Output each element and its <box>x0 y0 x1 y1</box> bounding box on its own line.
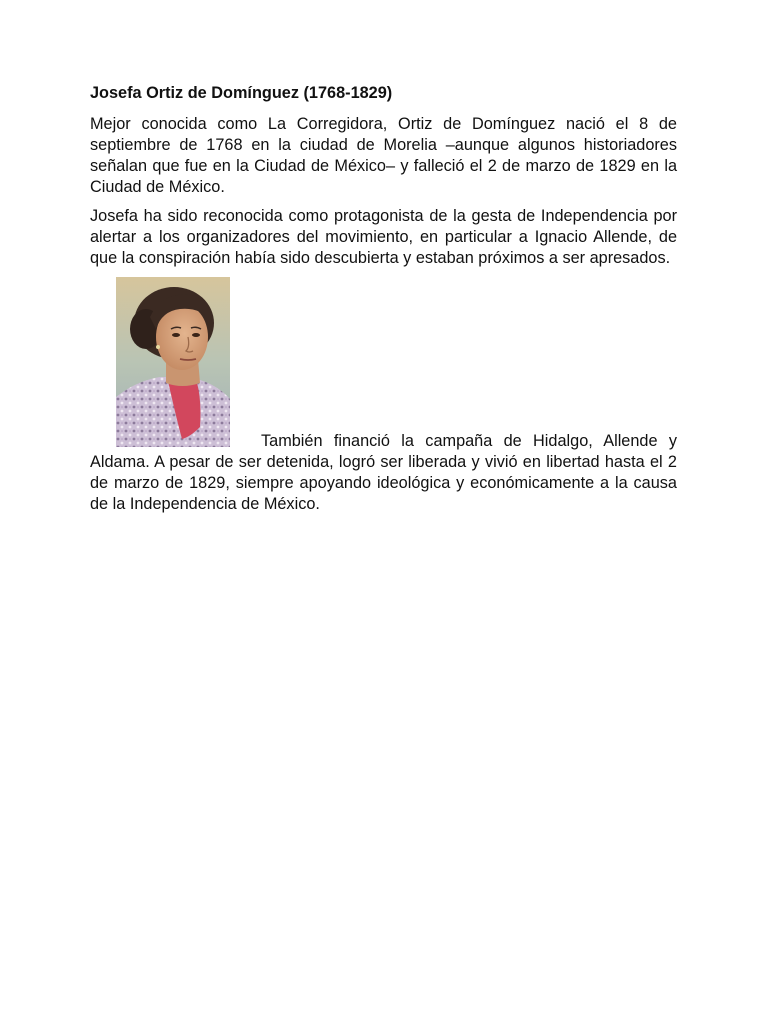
portrait-image <box>116 277 230 447</box>
paragraph-financing-text: También financió la campaña de Hidalgo, Allende y Aldama. A pesar de ser detenida, logró ser liberada y vivió en libertad hasta el 2 de marzo de 1829, siempre apoyando ideológica y económicamente a la causa de la Independencia de México. <box>90 432 677 513</box>
paragraph-independence: Josefa ha sido reconocida como protagonista de la gesta de Independencia por alertar a los organizadores del movimiento, en particular a Ignacio Allende, de que la conspiración había sido descubierta y estaban próximos a ser apresados. <box>90 207 677 267</box>
paragraph-birth: Mejor conocida como La Corregidora, Ortiz de Domínguez nació el 8 de septiembre de 1768 en la ciudad de Morelia –aunque algunos historiadores señalan que fue en la Ciudad de México– y falleció el 2 de marzo de 1829 en la Ciudad de México. <box>90 115 677 196</box>
portrait-block <box>90 277 677 447</box>
document-title: Josefa Ortiz de Domínguez (1768-1829) <box>90 84 393 102</box>
